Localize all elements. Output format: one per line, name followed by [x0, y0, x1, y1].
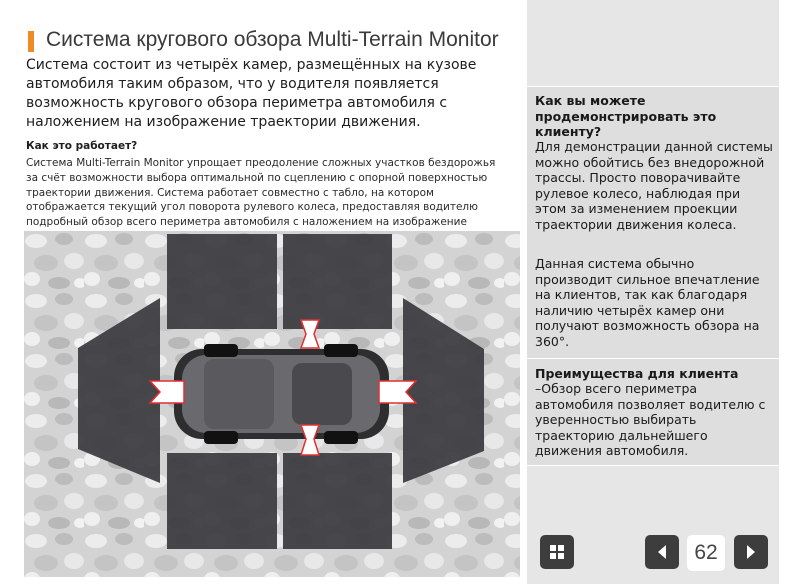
title-accent-bar — [28, 31, 34, 52]
benefits-text: –Обзор всего периметра автомобиля позволяет водителю с уверенностью выбирать траекторию дальнейшего движения автомобиля. — [535, 381, 766, 458]
demo-paragraph-2: Данная система обычно производит сильное впечатление на клиентов, так как благодаря наличию четырёх камер они получают возможность обзора на 360°. — [535, 256, 760, 349]
how-it-works-text: Система Multi-Terrain Monitor упрощает преодоление сложных участков бездорожья за счёт возможности выбора оптимальной по сцеплению с опорной поверхностью траектории движения. Система работает совместно с табло, на котором отображается текущий угол поворота рулевого колеса, предоставляя водителю подробный обзор всего периметра автомобиля с наложением на изображение — [26, 157, 496, 229]
vehicle-top-view — [174, 344, 389, 444]
intro-paragraph: Система состоит из четырёх камер, размещённых на кузове автомобиля таким образом, что у водителя появляется возможность кругового обзора периметра автомобиля с наложением на изображение траектории движения. — [26, 57, 477, 130]
next-page-button[interactable] — [734, 535, 768, 569]
camera-coverage-diagram — [24, 231, 520, 577]
prev-page-button[interactable] — [645, 535, 679, 569]
how-it-works-heading: Как это работает? — [26, 140, 138, 152]
page-title: Система кругового обзора Multi-Terrain Monitor — [46, 28, 499, 51]
rear-camera-view-left — [167, 453, 277, 549]
grid-icon — [549, 544, 565, 560]
sidebar-top-panel — [527, 0, 779, 85]
sidebar-edge — [779, 0, 800, 583]
front-camera-view-left — [167, 234, 277, 329]
arrow-left-icon — [655, 544, 669, 560]
demo-heading: Как вы можете продемонстрировать это клиенту? — [535, 93, 717, 139]
benefits-heading: Преимущества для клиента — [535, 366, 739, 381]
front-camera-view-right — [283, 234, 392, 329]
rear-camera-view-right — [283, 453, 392, 549]
page-number: 62 — [687, 535, 725, 571]
menu-button[interactable] — [540, 535, 574, 569]
arrow-right-icon — [744, 544, 758, 560]
demo-paragraph-1: Для демонстрации данной системы можно обойтись без внедорожной трассы. Просто поворачивайте рулевое колесо, наблюдая при этом за изменением проекции траектории движения колеса. — [535, 139, 773, 232]
